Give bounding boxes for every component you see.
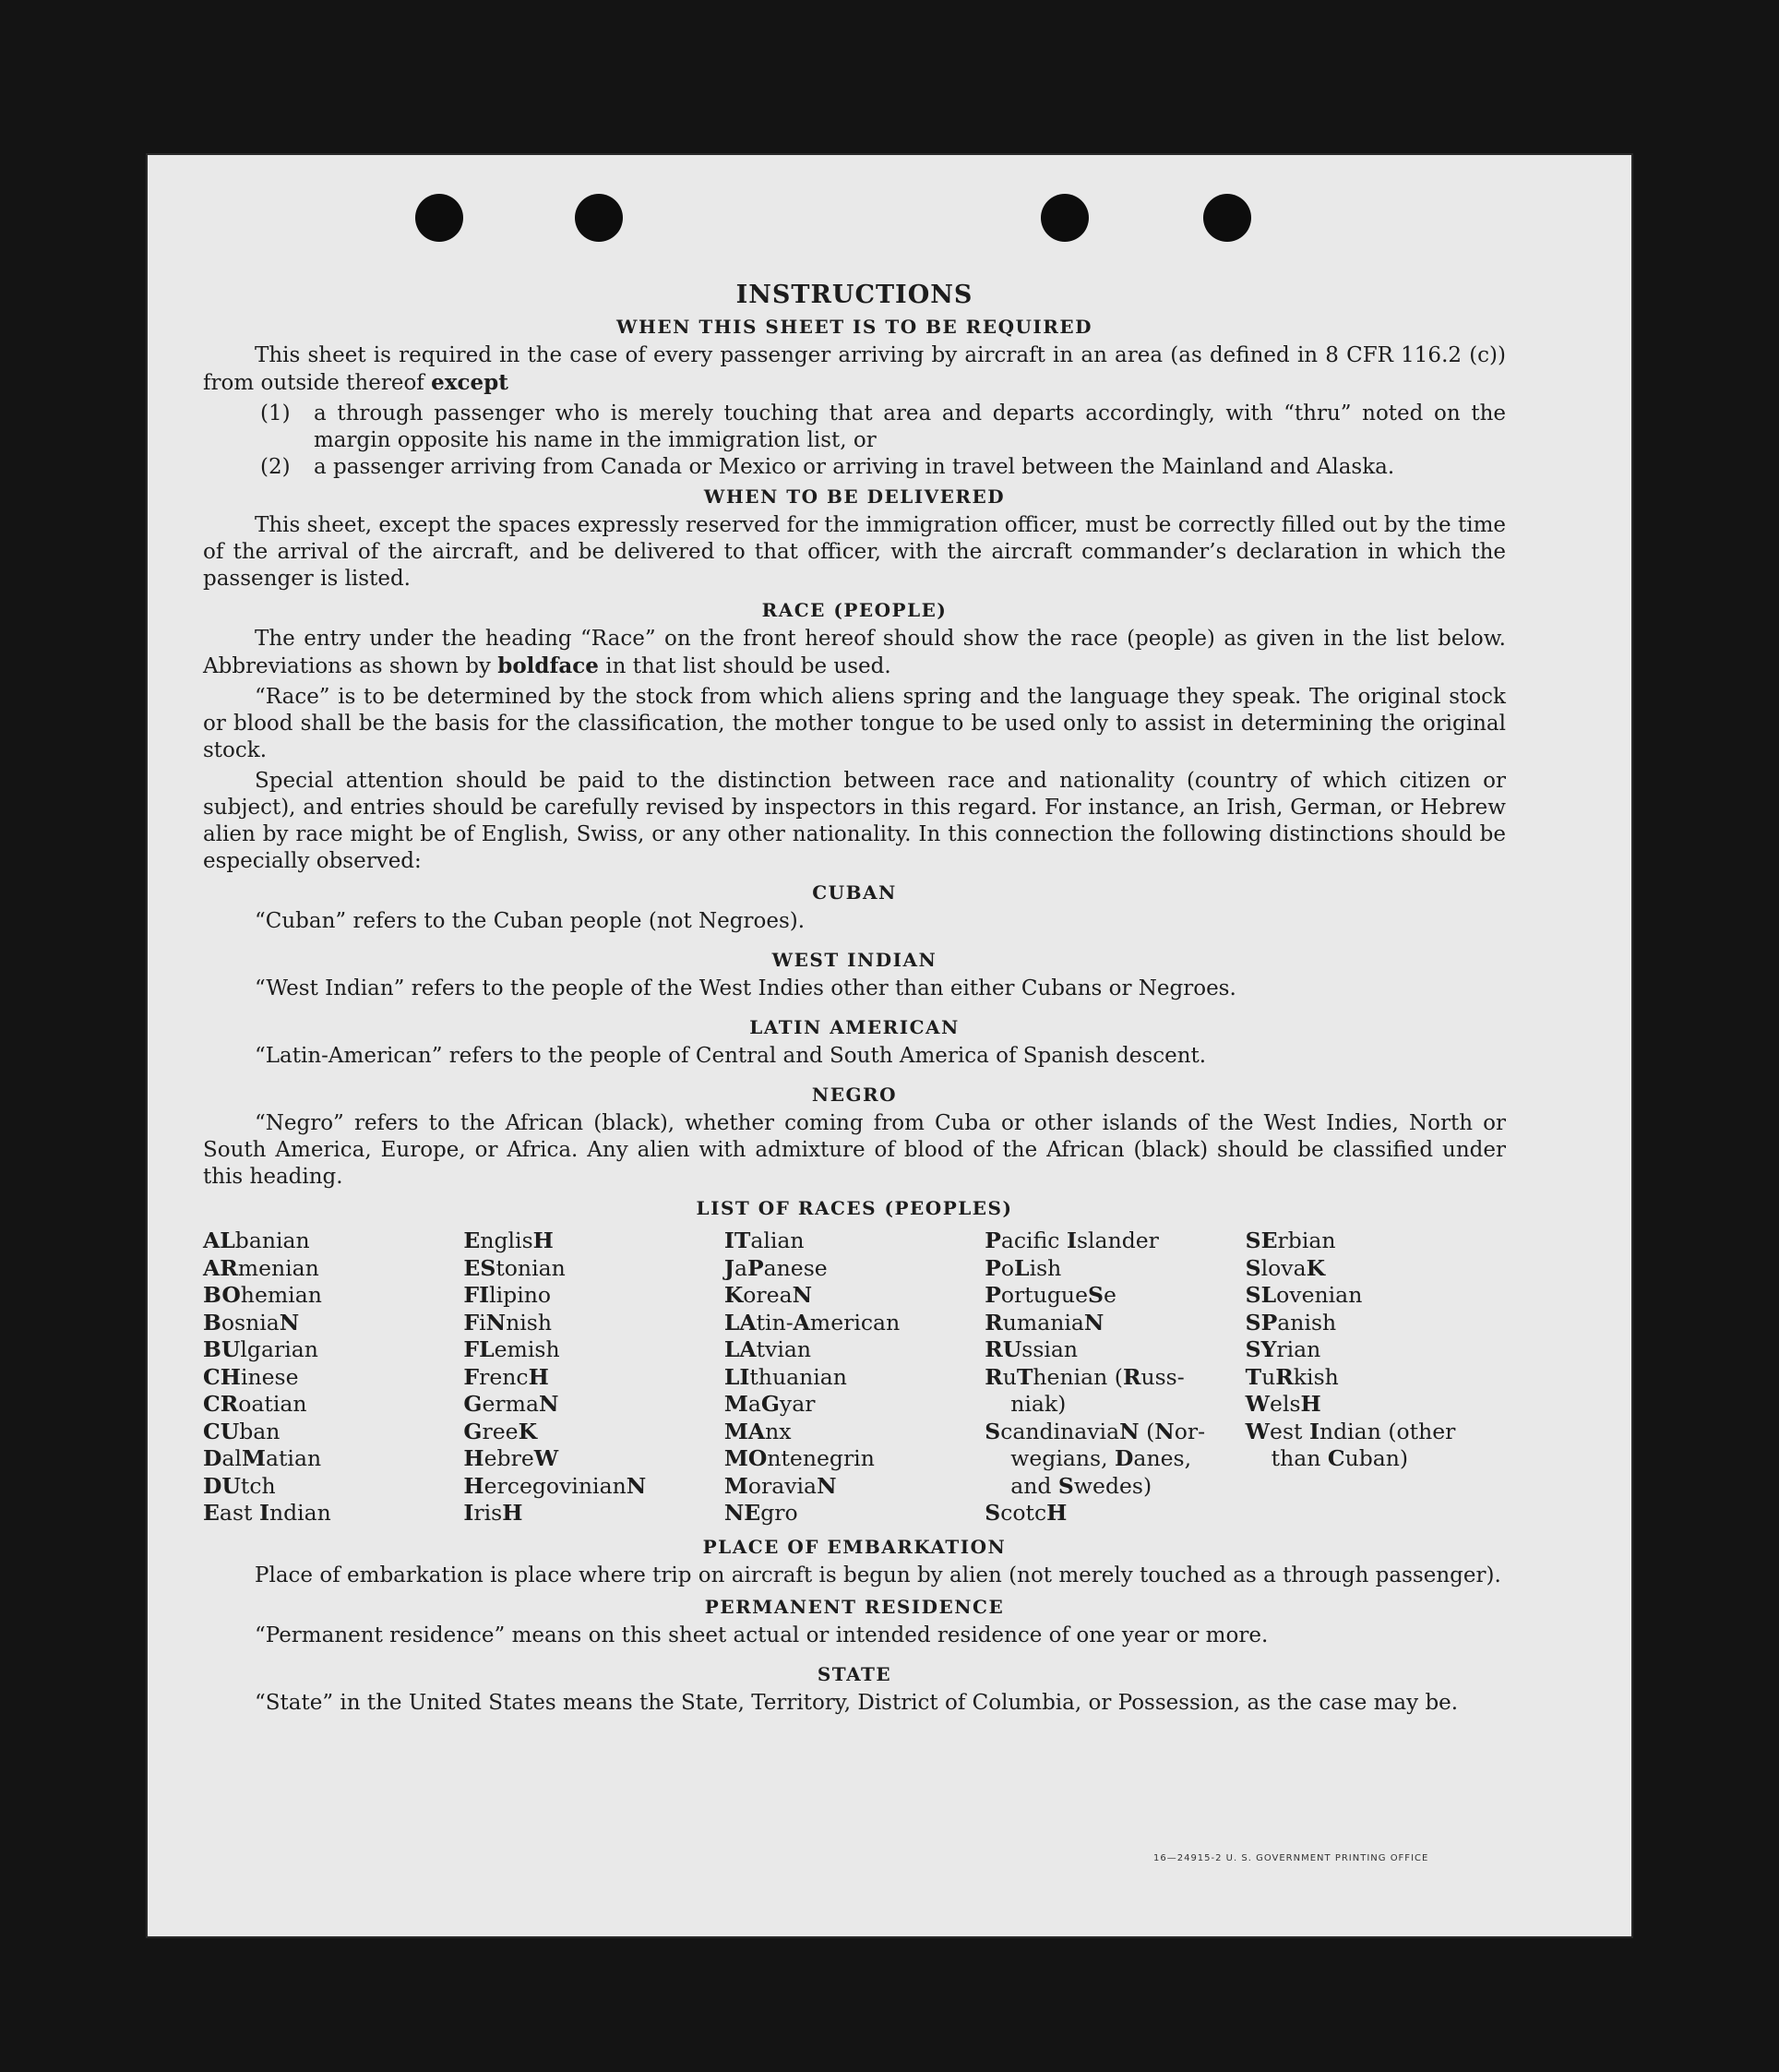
race-entry: EnglisH [463, 1228, 554, 1253]
race-entry: SPanish [1245, 1309, 1337, 1335]
punch-hole [1203, 194, 1251, 242]
race-entry: SLovenian [1245, 1282, 1363, 1308]
race-entry: RuThenian (Russ- [985, 1363, 1185, 1390]
document-sheet [148, 155, 1631, 1936]
section-heading: RACE (PEOPLE) [761, 599, 948, 621]
race-entry: CRoatian [203, 1391, 307, 1417]
race-entry: West Indian (other [1245, 1418, 1456, 1444]
race-entry: NEgro [723, 1500, 798, 1526]
race-entry: FiNnish [463, 1309, 552, 1335]
race-entry: EStonian [463, 1254, 566, 1281]
paragraph: “Negro” refers to the African (black), whether coming from Cuba or other islands of the West Indies, North or South America, Europe, or Africa. Any alien with admixture of blood of the African (black) should be classified under this heading. [203, 1111, 1506, 1189]
punch-hole [1041, 194, 1089, 242]
paragraph: “West Indian” refers to the people of the West Indies other than either Cubans or Negroes. [255, 976, 1236, 1000]
race-entry: RumaniaN [985, 1309, 1104, 1335]
race-entry: Pacifc Islander [985, 1228, 1159, 1253]
races-column [203, 1228, 463, 1527]
race-entry: FLemish [463, 1336, 560, 1362]
race-entry: MoraviaN [723, 1472, 837, 1499]
section-heading: PLACE OF EMBARKATION [702, 1535, 1007, 1558]
paragraph: The entry under the heading “Race” on the front hereof should show the race (people) as given in the list below. Abbreviations as shown by boldface in that list should be used. [203, 627, 1506, 678]
paragraph: Place of embarkation is place where trip on aircraft is begun by alien (not merely touched as a through passenger). [255, 1563, 1501, 1587]
race-entry: GermaN [463, 1391, 559, 1417]
document-title: INSTRUCTIONS [735, 281, 973, 309]
paragraph: Special attention should be paid to the distinction between race and nationality (country of which citizen or subject), and entries should be carefully revised by inspectors in this regard. For instance, an Irish, German, or Hebrew alien by race might be of English, Swiss, or any other nationality. In this connection the following distinctions should be especially observed: [203, 769, 1506, 873]
race-entry: SErbian [1245, 1228, 1336, 1253]
race-entry: MaGyar [723, 1391, 816, 1417]
race-entry-continued: wegians, Danes, [1010, 1445, 1192, 1471]
printer-imprint: 16—24915-2 U. S. GOVERNMENT PRINTING OFFICE [1153, 1853, 1429, 1863]
races-column [463, 1228, 723, 1527]
race-entry: CUban [203, 1418, 281, 1444]
race-entry: PoLish [985, 1254, 1062, 1281]
races-column [985, 1228, 1245, 1527]
section-heading: WEST INDIAN [771, 949, 937, 971]
race-entry-continued: than Cuban) [1271, 1445, 1409, 1471]
race-entry: LAtvian [723, 1336, 811, 1362]
races-column [724, 1228, 985, 1527]
race-entry: DUtch [203, 1472, 276, 1499]
race-entry: LIthuanian [723, 1363, 847, 1390]
races-list [203, 1228, 1506, 1527]
race-entry: FrencH [463, 1363, 549, 1390]
race-entry: GreeK [463, 1418, 537, 1444]
paragraph: “Latin-American” refers to the people of Central and South America of Spanish descent. [255, 1044, 1207, 1068]
race-entry: BOhemian [203, 1282, 322, 1308]
race-entry: ScotcH [985, 1500, 1068, 1526]
race-entry-continued: niak) [1010, 1391, 1067, 1417]
race-entry: CHinese [203, 1363, 299, 1390]
paragraph: “Cuban” refers to the Cuban people (not Negroes). [255, 909, 806, 933]
race-entry: IrisH [463, 1500, 523, 1526]
punch-hole [575, 194, 623, 242]
races-column [1246, 1228, 1506, 1527]
section-heading: WHEN THIS SHEET IS TO BE REQUIRED [616, 316, 1092, 338]
section-heading: PERMANENT RESIDENCE [704, 1595, 1005, 1618]
punch-hole [415, 194, 463, 242]
race-entry: FIlipino [463, 1282, 552, 1308]
section-heading: WHEN TO BE DELIVERED [703, 485, 1006, 508]
race-entry: DalMatian [203, 1445, 322, 1471]
race-entry-continued: and Swedes) [1010, 1472, 1152, 1499]
race-entry: PortugueSe [985, 1282, 1116, 1308]
race-entry: JaPanese [723, 1254, 828, 1281]
race-entry: LAtin-American [723, 1309, 901, 1335]
race-entry: KoreaN [723, 1282, 813, 1308]
race-entry: MAnx [723, 1418, 792, 1444]
race-entry: HercegovinianN [463, 1472, 647, 1499]
race-entry: TuRkish [1245, 1363, 1339, 1390]
race-entry: HebreW [463, 1445, 559, 1471]
section-heading: LIST OF RACES (PEOPLES) [696, 1197, 1013, 1219]
list-item: (2) a passenger arriving from Canada or Mexico or arriving in travel between the Mainland and Alaska. [260, 455, 1395, 479]
race-entry: MOntenegrin [723, 1445, 875, 1471]
race-entry: ARmenian [203, 1254, 319, 1281]
section-heading: NEGRO [811, 1084, 898, 1106]
race-entry: SYrian [1245, 1336, 1321, 1362]
paragraph: “Race” is to be determined by the stock from which aliens spring and the language they speak. The original stock or blood shall be the basis for the classification, the mother tongue to be used only to assist in determining the original stock. [203, 685, 1506, 762]
list-item: (1) a through passenger who is merely touching that area and departs accordingly, with “thru” noted on the margin opposite his name in the immigration list, or [260, 401, 1506, 452]
paragraph: This sheet, except the spaces expressly reserved for the immigration officer, must be correctly filled out by the time of the arrival of the aircraft, and be delivered to that officer, with the aircraft commander’s declaration in which the passenger is listed. [203, 513, 1506, 591]
paragraph: “Permanent residence” means on this sheet actual or intended residence of one year or more. [255, 1623, 1269, 1647]
race-entry: RUssian [985, 1336, 1079, 1362]
race-entry: ScandinaviaN (Nor- [985, 1418, 1206, 1444]
race-entry: ITalian [723, 1228, 805, 1253]
paragraph: This sheet is required in the case of every passenger arriving by aircraft in an area (as defined in 8 CFR 116.2 (c)) from outside thereof except [203, 343, 1506, 395]
race-entry: BUlgarian [203, 1336, 318, 1362]
race-entry: BosniaN [203, 1309, 300, 1335]
race-entry: SlovaK [1245, 1254, 1326, 1281]
document-body [203, 280, 1506, 1720]
section-heading: CUBAN [812, 881, 897, 904]
race-entry: East Indian [203, 1500, 331, 1526]
race-entry: ALbanian [203, 1228, 310, 1253]
paragraph: “State” in the United States means the State, Territory, District of Columbia, or Possession, as the case may be. [255, 1690, 1459, 1715]
section-heading: STATE [817, 1662, 892, 1685]
race-entry: WelsH [1245, 1391, 1321, 1417]
section-heading: LATIN AMERICAN [749, 1016, 960, 1038]
